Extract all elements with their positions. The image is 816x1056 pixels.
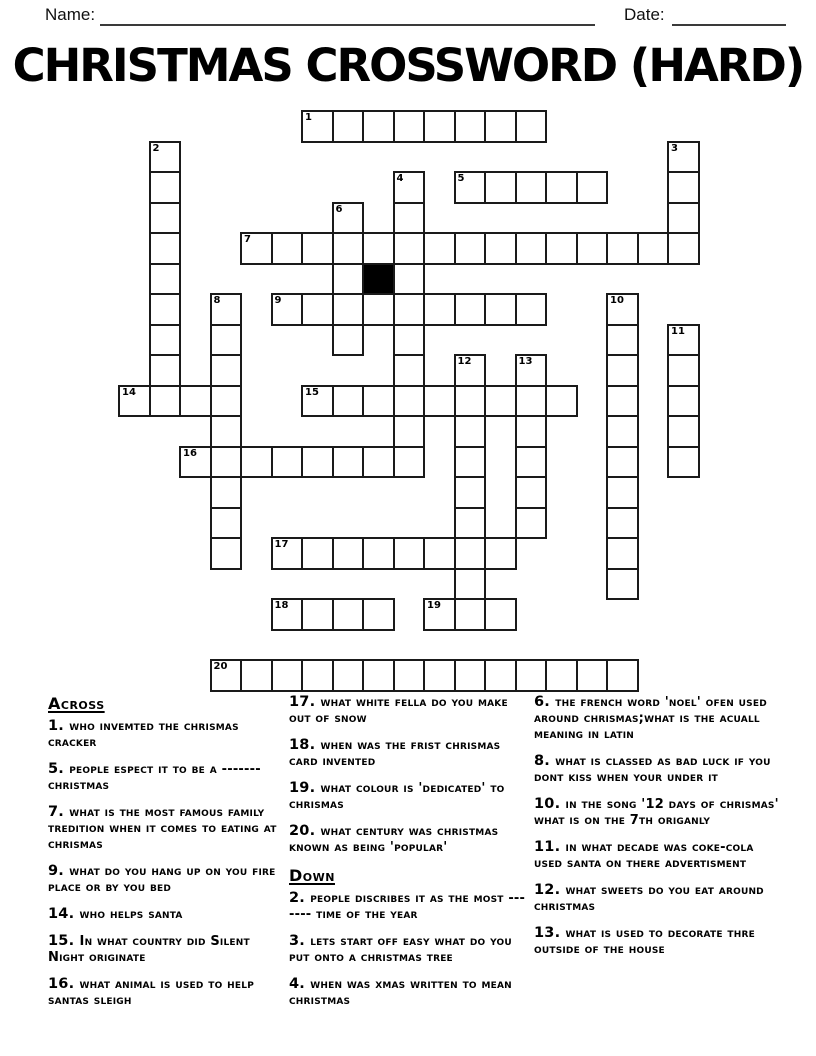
clue-16: 16. what animal is used to help santas sleigh [48,976,254,1008]
grid-cell[interactable] [210,507,243,540]
grid-cell[interactable] [454,537,487,570]
clue-13: 13. what is used to decorate thre outside of the house [534,925,755,957]
grid-cell[interactable] [454,171,487,204]
clue-number: 16. [48,976,80,992]
grid-cell[interactable] [393,659,426,692]
cell-number: 18 [274,600,289,611]
grid-cell[interactable] [301,232,334,265]
clue-9: 9. what do you hang up on you fire place or by you bed [48,863,276,895]
clues-section [0,694,816,1054]
grid-cell[interactable] [515,446,548,479]
grid-cell[interactable] [393,385,426,418]
grid-cell[interactable] [515,171,548,204]
grid-cell[interactable] [393,537,426,570]
grid-cell[interactable] [606,354,639,387]
grid-cell[interactable] [149,324,182,357]
grid-cell[interactable] [576,171,609,204]
grid-cell[interactable] [362,385,395,418]
grid-cell[interactable] [118,385,151,418]
grid-cell[interactable] [393,415,426,448]
grid-cell[interactable] [393,202,426,235]
grid-cell[interactable] [667,415,700,448]
cell-number: 4 [396,173,404,184]
grid-cell[interactable] [667,324,700,357]
clue-2: 2. people discribes it as the most ------- time of the year [289,890,526,922]
clue-number: 12. [534,882,566,898]
grid-cell[interactable] [271,232,304,265]
name-write-line[interactable] [100,6,595,26]
cell-number: 3 [671,142,678,154]
clue-number: 13. [534,925,566,941]
clue-8: 8. what is classed as bad luck if you dont kiss when your under it [534,753,771,785]
date-write-line[interactable] [672,6,786,26]
grid-cell[interactable] [362,659,395,692]
grid-cell[interactable] [515,415,548,448]
cell-number: 8 [213,295,221,306]
grid-cell[interactable] [423,293,456,326]
grid-cell[interactable] [606,385,639,418]
grid-cell[interactable] [393,446,426,479]
cell-number: 12 [457,356,472,367]
cell-number: 14 [122,386,136,398]
cell-number: 7 [244,234,251,245]
grid-cell[interactable] [484,537,517,570]
grid-cell[interactable] [393,110,426,143]
grid-cell[interactable] [545,659,578,692]
grid-cell[interactable] [484,385,517,418]
grid-cell[interactable] [454,385,487,418]
grid-cell[interactable] [484,598,517,631]
date-label: Date: [624,5,665,24]
grid-cell[interactable] [362,537,395,570]
grid-cell[interactable] [271,598,304,631]
grid-cell[interactable] [576,232,609,265]
cell-number: 16 [183,447,197,459]
grid-cell[interactable] [149,202,182,235]
clue-number: 7. [48,804,70,820]
grid-cell[interactable] [332,293,365,326]
grid-cell[interactable] [515,476,548,509]
grid-cell[interactable] [271,659,304,692]
clue-3: 3. lets start off easy what do you put onto a christmas tree [289,933,512,965]
grid-cell[interactable] [362,293,395,326]
grid-cell[interactable] [210,385,243,418]
grid-cell[interactable] [454,415,487,448]
grid-cell[interactable] [393,293,426,326]
grid-cell[interactable] [667,385,700,418]
grid-cell[interactable] [515,385,548,418]
grid-cell[interactable] [301,293,334,326]
grid-cell[interactable] [484,293,517,326]
clue-number: 9. [48,863,70,879]
grid-cell[interactable] [484,110,517,143]
grid-cell[interactable] [454,110,487,143]
clue-11: 11. in what decade was coke-cola used santa on there advertisment [534,839,754,871]
grid-cell[interactable] [301,659,334,692]
grid-cell[interactable] [179,385,212,418]
grid-cell[interactable] [423,537,456,570]
grid-cell[interactable] [362,598,395,631]
grid-cell[interactable] [301,446,334,479]
grid-cell[interactable] [179,446,212,479]
grid-cell-black [362,263,395,296]
clue-number: 11. [534,839,566,855]
grid-cell[interactable] [515,232,548,265]
grid-cell[interactable] [393,171,426,204]
grid-cell[interactable] [606,415,639,448]
grid-cell[interactable] [210,537,243,570]
grid-cell[interactable] [667,171,700,204]
grid-cell[interactable] [210,293,243,326]
grid-cell[interactable] [606,537,639,570]
grid-cell[interactable] [332,263,365,296]
clue-number: 14. [48,906,80,922]
cell-number: 2 [152,142,160,154]
grid-cell[interactable] [362,110,395,143]
grid-cell[interactable] [454,446,487,479]
grid-cell[interactable] [301,537,334,570]
clue-17: 17. what white fella do you make out of snow [289,694,508,726]
grid-cell[interactable] [240,659,273,692]
grid-cell[interactable] [545,385,578,418]
grid-cell[interactable] [332,385,365,418]
grid-cell[interactable] [149,141,182,174]
grid-cell[interactable] [210,659,243,692]
clue-column-1 [48,694,286,1019]
grid-cell[interactable] [667,232,700,265]
grid-cell[interactable] [454,568,487,601]
grid-cell[interactable] [606,232,639,265]
grid-cell[interactable] [606,324,639,357]
cell-number: 9 [274,295,282,306]
grid-cell[interactable] [423,659,456,692]
clue-12: 12. what sweets do you eat around christmas [534,882,764,914]
grid-cell[interactable] [515,354,548,387]
clue-18: 18. when was the frist chrismas card invented [289,737,501,769]
cell-number: 11 [671,325,685,337]
clue-number: 4. [289,976,311,992]
clue-number: 6. [534,694,556,710]
grid-cell[interactable] [149,354,182,387]
cell-number: 13 [518,356,533,367]
grid-cell[interactable] [271,537,304,570]
grid-cell[interactable] [454,598,487,631]
grid-cell[interactable] [332,598,365,631]
grid-cell[interactable] [423,598,456,631]
grid-cell[interactable] [515,293,548,326]
grid-cell[interactable] [454,354,487,387]
clue-number: 20. [289,823,321,839]
page-title: CHRISTMAS CROSSWORD (HARD) [12,39,804,92]
cell-number: 20 [213,661,228,672]
clue-1: 1. who invemted the chrismas cracker [48,718,239,750]
clue-number: 3. [289,933,311,949]
grid-cell[interactable] [240,446,273,479]
cell-number: 10 [610,295,624,306]
cell-number: 15 [305,386,319,398]
grid-cell[interactable] [332,537,365,570]
grid-cell[interactable] [362,446,395,479]
grid-cell[interactable] [484,232,517,265]
grid-cell[interactable] [423,110,456,143]
grid-cell[interactable] [606,568,639,601]
grid-cell[interactable] [545,171,578,204]
clue-number: 5. [48,761,70,777]
grid-cell[interactable] [301,110,334,143]
grid-cell[interactable] [454,232,487,265]
clue-number: 2. [289,890,311,906]
grid-cell[interactable] [393,354,426,387]
clue-number: 15. [48,933,80,949]
clue-number: 8. [534,753,556,769]
clue-10: 10. in the song '12 days of chrismas' what is on the 7th origanly [534,796,779,828]
grid-cell[interactable] [149,171,182,204]
cell-number: 17 [274,539,289,550]
clue-6: 6. the french word 'noel' ofen used around chrismas;what is the acuall meaning in latin [534,694,767,742]
grid-cell[interactable] [210,446,243,479]
clue-number: 1. [48,718,70,734]
grid-cell[interactable] [576,659,609,692]
grid-cell[interactable] [210,324,243,357]
grid-cell[interactable] [606,446,639,479]
grid-cell[interactable] [332,446,365,479]
crossword-grid [118,110,702,694]
grid-cell[interactable] [149,385,182,418]
grid-cell[interactable] [332,232,365,265]
clue-15: 15. In what country did Silent Night originate [48,933,250,965]
grid-cell[interactable] [210,476,243,509]
grid-cell[interactable] [240,232,273,265]
grid-cell[interactable] [667,141,700,174]
clue-number: 17. [289,694,321,710]
grid-cell[interactable] [637,232,670,265]
grid-cell[interactable] [332,110,365,143]
grid-cell[interactable] [484,171,517,204]
grid-cell[interactable] [515,110,548,143]
clue-number: 18. [289,737,321,753]
grid-cell[interactable] [301,598,334,631]
clue-column-2 [289,694,529,1019]
grid-cell[interactable] [484,659,517,692]
grid-cell[interactable] [454,476,487,509]
grid-cell[interactable] [606,659,639,692]
grid-cell[interactable] [454,507,487,540]
clue-20: 20. what century was christmas known as being 'popular' [289,823,499,855]
clue-5: 5. people espect it to be a ------- christmas [48,761,261,793]
grid-cell[interactable] [606,476,639,509]
name-label: Name: [45,5,96,24]
clue-4: 4. when was xmas written to mean christmas [289,976,512,1008]
grid-cell[interactable] [393,324,426,357]
grid-cell[interactable] [515,659,548,692]
clue-14: 14. who helps santa [48,906,183,922]
across-header: Across [48,694,105,713]
grid-cell[interactable] [423,385,456,418]
grid-cell[interactable] [545,232,578,265]
grid-cell[interactable] [332,202,365,235]
grid-cell[interactable] [606,293,639,326]
grid-cell[interactable] [301,385,334,418]
cell-number: 6 [335,203,343,215]
grid-cell[interactable] [149,232,182,265]
grid-cell[interactable] [454,659,487,692]
grid-cell[interactable] [210,354,243,387]
grid-cell[interactable] [667,354,700,387]
clue-number: 19. [289,780,321,796]
grid-cell[interactable] [606,507,639,540]
grid-cell[interactable] [393,263,426,296]
grid-cell[interactable] [271,446,304,479]
grid-cell[interactable] [667,446,700,479]
grid-cell[interactable] [393,232,426,265]
grid-cell[interactable] [149,263,182,296]
grid-cell[interactable] [423,232,456,265]
down-header: Down [289,866,335,885]
cell-number: 19 [427,600,441,611]
grid-cell[interactable] [515,507,548,540]
grid-cell[interactable] [210,415,243,448]
grid-cell[interactable] [271,293,304,326]
grid-cell[interactable] [454,293,487,326]
clue-number: 10. [534,796,566,812]
cell-number: 1 [305,112,312,123]
grid-cell[interactable] [667,202,700,235]
grid-cell[interactable] [332,659,365,692]
clue-column-3 [534,694,779,968]
grid-cell[interactable] [362,232,395,265]
cell-number: 5 [457,173,465,184]
grid-cell[interactable] [332,324,365,357]
clue-19: 19. what colour is 'dedicated' to chrismas [289,780,505,812]
grid-cell[interactable] [149,293,182,326]
clue-7: 7. what is the most famous family tredition when it comes to eating at chrismas [48,804,277,852]
